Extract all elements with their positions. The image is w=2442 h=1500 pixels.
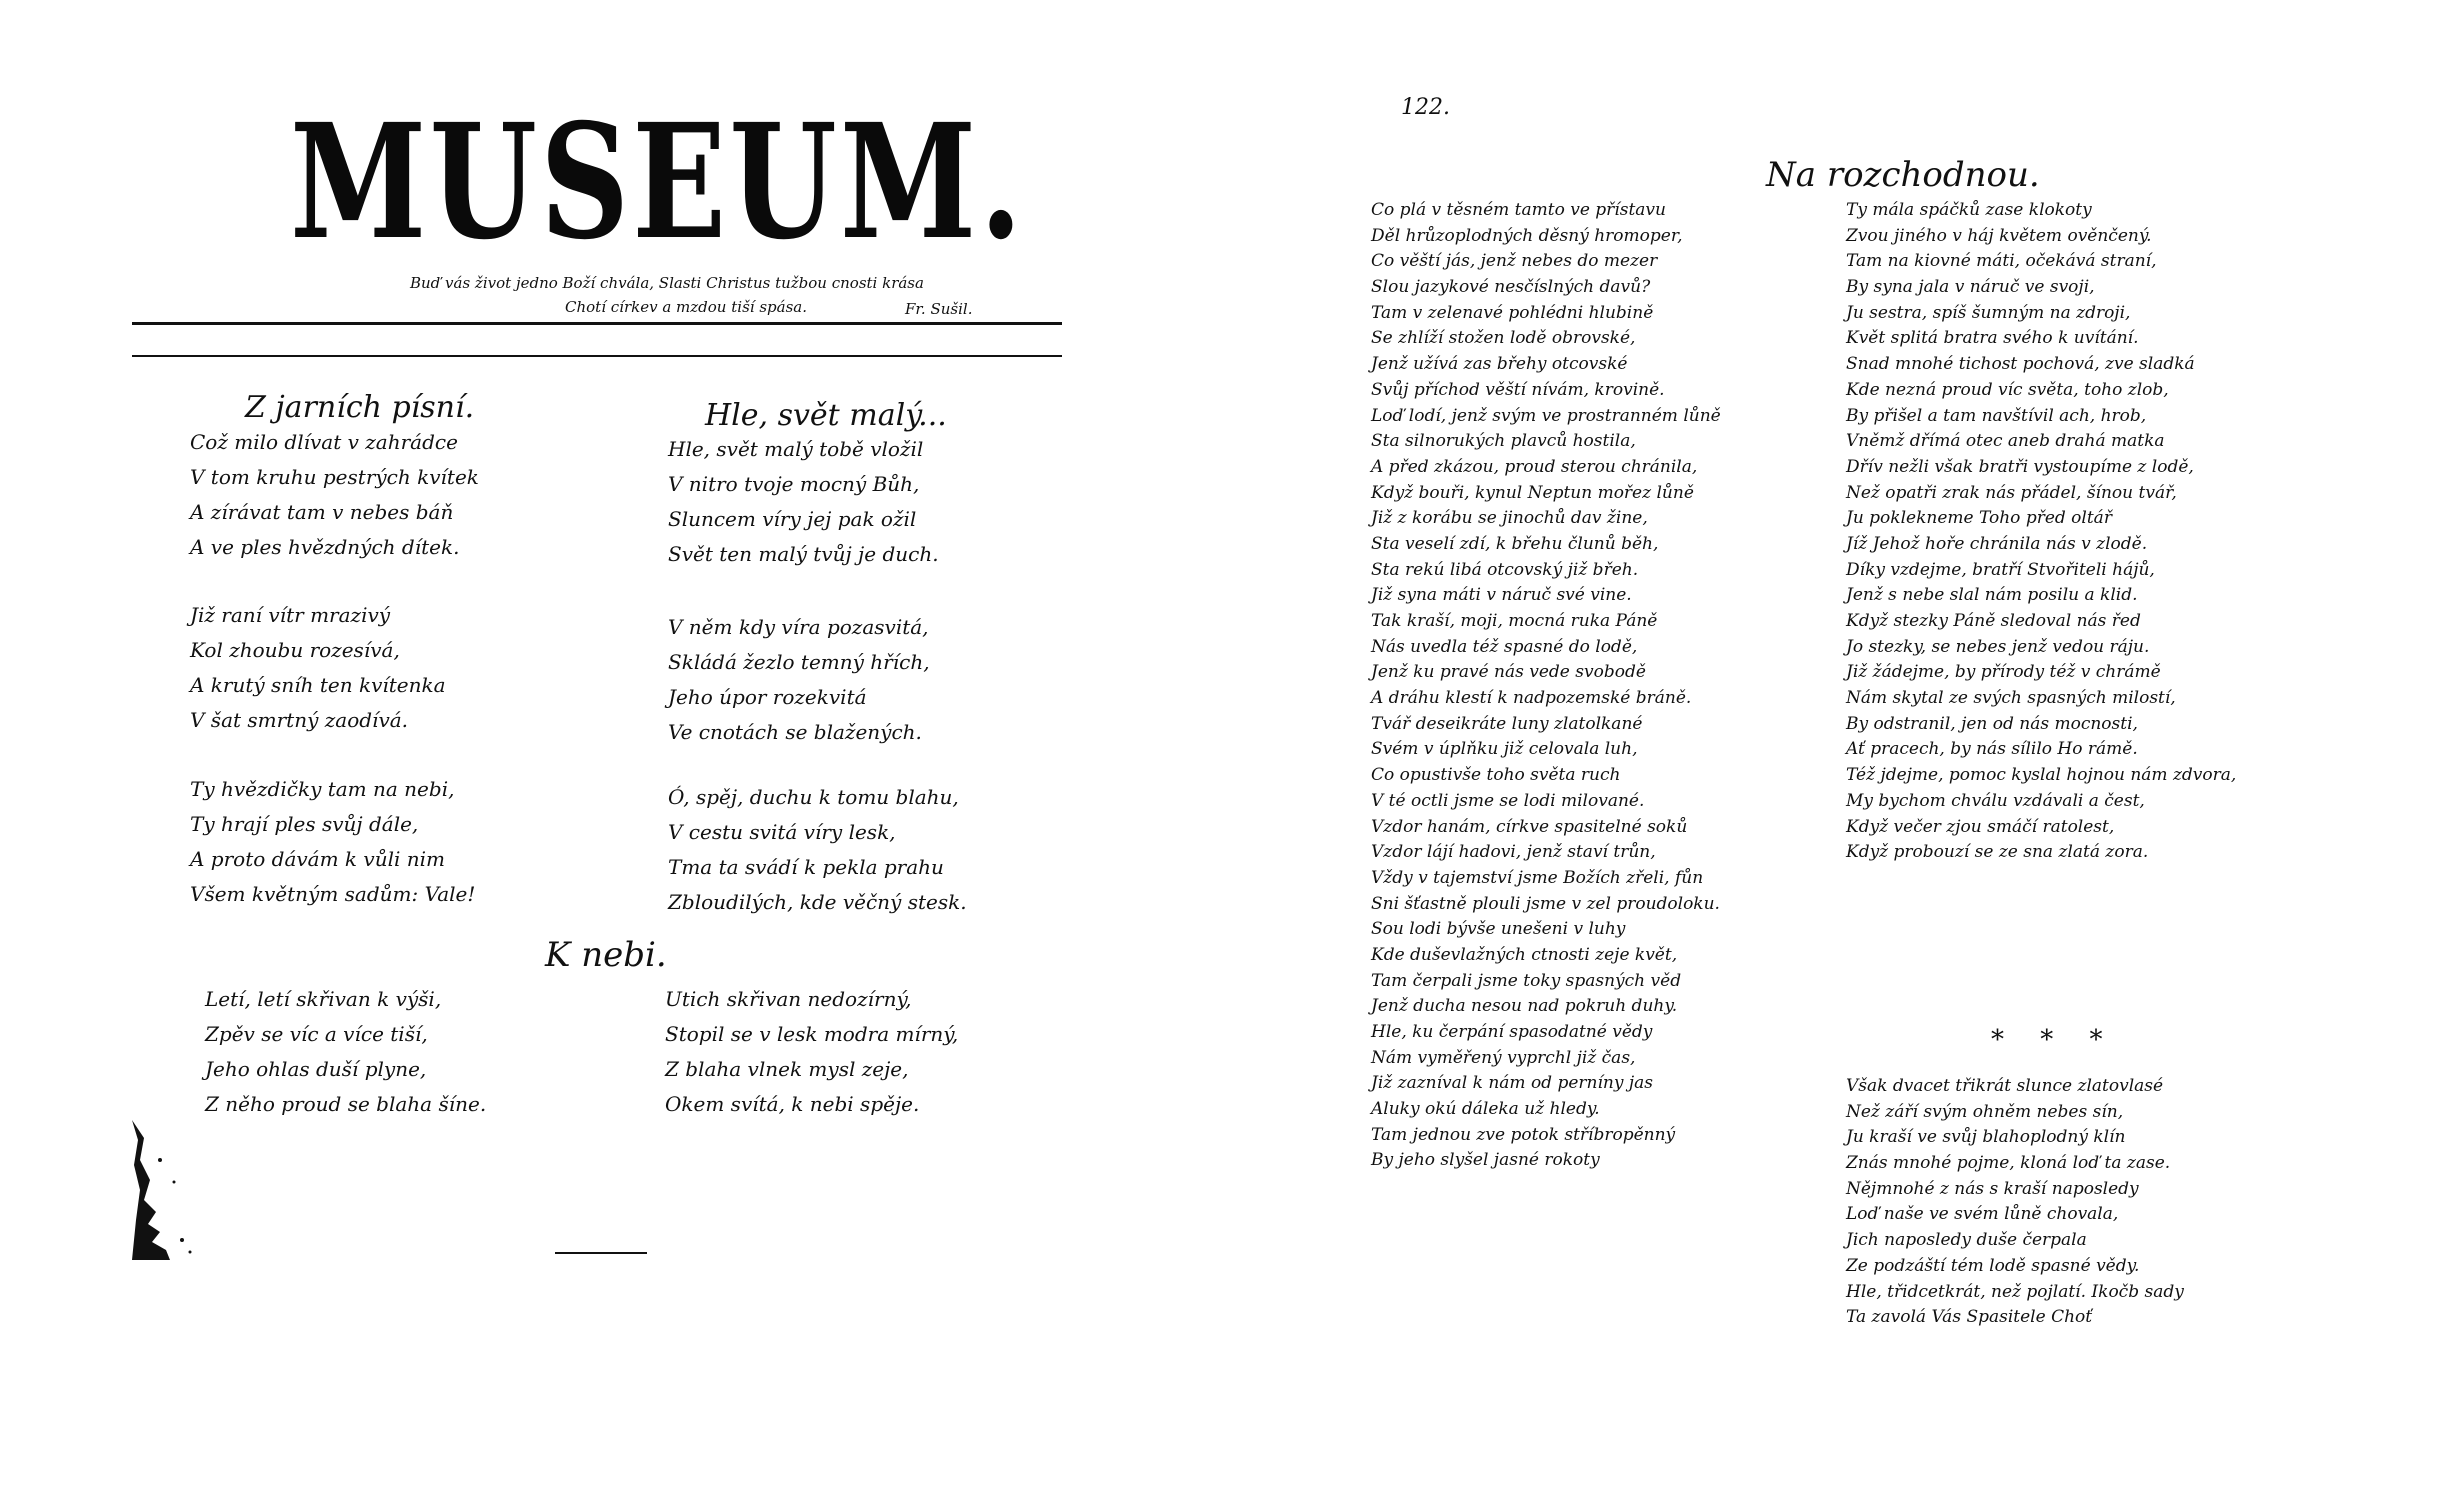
poem-line: Tak kraší, moji, mocná ruka Páně [1371,611,1658,631]
poem-line: V té octli jsme se lodi milované. [1371,790,1645,811]
poem-stanza [205,982,486,1122]
poem-title: Z jarních písní. [245,390,475,425]
poem-line: Jíž Jehož hoře chránila nás v zlodě. [1846,533,2148,554]
poem-line: Když stezky Páně sledoval nás řed [1846,611,2141,631]
poem-line: Již zazníval k nám od perníny jas [1371,1073,1654,1094]
poem-line: Hle, svět malý tobě vložil [668,437,924,461]
poem-line: Aluky okú dáleka už hledy. [1371,1099,1600,1120]
poem-line: Nám skytal ze svých spasných milostí, [1846,688,2176,709]
page-number: 122. [1401,95,1450,120]
poem-title: K nebi. [545,935,667,975]
poem-line: Loď lodí, jenž svým ve prostranném lůně [1371,405,1721,426]
poem-line: Jeho úpor rozekvitá [668,685,867,709]
poem-line: Se zhlíží stožen lodě obrovské, [1371,328,1636,349]
poem-line: Jenž ku pravé nás vede svobodě [1371,662,1646,683]
poem-line: Vzdor hanám, církve spasitelné soků [1371,816,1688,837]
poem-line: Jeho ohlas duší plyne, [205,1057,427,1081]
poem-line: Co věští jás, jenž nebes do mezer [1371,251,1658,272]
right-page [1221,0,2442,1500]
poem-line: Okem svítá, k nebi spěje. [665,1092,920,1116]
poem-line: Jo stezky, se nebes jenž vedou ráju. [1846,636,2150,657]
poem-line: Než září svým ohněm nebes sín, [1846,1101,2124,1122]
poem-line: Již žádejme, by přírody též v chrámě [1846,662,2161,683]
poem-line: A proto dávám k vůli nim [190,847,445,871]
poem-line: Však dvacet třikrát slunce zlatovlasé [1846,1076,2164,1096]
poem-line: Tvář deseikráte luny zlatolkané [1371,713,1643,734]
poem-line: Ve cnotách se blažených. [668,720,922,744]
poem-line: Když probouzí se ze sna zlatá zora. [1846,842,2149,863]
poem-line: My bychom chválu vzdávali a čest, [1846,790,2145,811]
poem-line: Sta rekú libá otcovský již břeh. [1371,559,1639,580]
poem-line: Ty mála spáčků zase klokoty [1846,200,2092,220]
poem-line: A ve ples hvězdných dítek. [190,535,460,559]
poem-line: Znás mnohé pojme, kloná loď ta zase. [1846,1153,2171,1174]
poem-line: A dráhu klestí k nadpozemské bráně. [1371,688,1692,709]
poem-column-left [1371,198,1721,1174]
poem-stanza [665,982,958,1122]
poem-line: Vždy v tajemství jsme Božích zřeli, fůn [1371,867,1704,888]
poem-line: Zvou jiného v háj květem ověnčený. [1846,225,2152,246]
poem-line: By odstranil, jen od nás mocnosti, [1846,713,2138,734]
poem-line: Tam čerpali jsme toky spasných věd [1371,970,1682,991]
poem-line: Co plá v těsném tamto ve přístavu [1371,200,1666,220]
poem-line: Vzdor lájí hadovi, jenž staví trůn, [1371,842,1656,863]
poem-line: Hle, ku čerpání spasodatné vědy [1371,1022,1653,1042]
poem-line: Svůj příchod věští nívám, krovině. [1371,379,1665,400]
poem-line: Sta veselí zdí, k břehu člunů běh, [1371,533,1659,554]
poem-line: Již raní vítr mrazivý [190,603,391,627]
ink-smudge [130,1120,200,1260]
poem-stanza [190,772,475,912]
poem-line: Dřív nežli však bratři vystoupíme z lodě, [1846,456,2194,477]
poem-line: V tom kruhu pestrých kvítek [190,465,479,489]
poem-line: Svět ten malý tvůj je duch. [668,542,939,566]
poem-line: Jenž ducha nesou nad pokruh duhy. [1371,996,1678,1017]
closing-rule [555,1252,647,1254]
poem-line: Též jdejme, pomoc kyslal hojnou nám zdvora, [1846,765,2237,786]
masthead-motto: Buď vás život jedno Boží chvála, Slasti Christus tužbou cnosti krása [410,274,924,292]
poem-line: Sta silnorukých plavců hostila, [1371,431,1636,452]
poem-line: Tma ta svádí k pekla prahu [668,855,944,879]
poem-line: V šat smrtný zaodívá. [190,708,409,732]
poem-line: Tam jednou zve potok stříbropěnný [1371,1124,1676,1145]
poem-line: Díky vzdejme, bratří Stvořiteli hájů, [1846,559,2155,580]
poem-line: Když večer zjou smáčí ratolest, [1846,816,2115,837]
poem-line: Loď naše ve svém lůně chovala, [1846,1204,2119,1225]
masthead-title: MUSEUM. [290,90,1026,275]
poem-line: Ať pracech, by nás sílilo Ho rámě. [1846,739,2138,760]
poem-line: Zbloudilých, kde věčný stesk. [668,890,967,914]
poem-line: Když bouři, kynul Neptun mořez lůně [1371,482,1694,503]
poem-column-right [1846,198,2236,866]
poem-line: Ty hvězdičky tam na nebi, [190,777,455,801]
poem-line: Z něho proud se blaha šíne. [205,1092,487,1116]
poem-title: Hle, svět malý... [705,398,947,433]
poem-line: Nějmnohé z nás s kraší naposledy [1846,1178,2139,1199]
section-separator: * * * [1991,1025,2117,1055]
poem-line: Skládá žezlo temný hřích, [668,650,930,674]
masthead-rule [132,322,1062,325]
poem-line: Sou lodi bývše unešeni v luhy [1371,919,1626,940]
poem-line: Všem květným sadům: Vale! [190,882,476,906]
poem-line: Ze podzáští tém lodě spasné vědy. [1846,1255,2140,1276]
poem-line: Děl hrůzoplodných děsný hromoper, [1371,225,1683,246]
poem-line: By jeho slyšel jasné rokoty [1371,1150,1600,1171]
poem-stanza [668,610,930,750]
poem-line: A zírávat tam v nebes báň [190,500,454,524]
poem-line: V cestu svitá víry lesk, [668,820,896,844]
poem-column-right-continued [1846,1074,2184,1331]
poem-line: Kde nezná proud víc světa, toho zlob, [1846,379,2169,400]
poem-line: Ty hrají ples svůj dále, [190,812,419,836]
poem-stanza [190,598,446,738]
poem-line: Jich naposledy duše čerpala [1846,1230,2087,1251]
poem-line: Utich skřivan nedozírný, [665,987,912,1011]
poem-line: Slou jazykové nesčíslných davů? [1371,277,1651,298]
poem-line: Ta zavolá Vás Spasitele Choť [1846,1307,2093,1328]
poem-line: Tam v zelenavé pohlédni hlubině [1371,302,1654,323]
poem-line: By přišel a tam navštívil ach, hrob, [1846,405,2147,426]
masthead-rule-lower [132,355,1062,357]
poem-line: Sluncem víry jej pak ožil [668,507,917,531]
poem-line: Co opustivše toho světa ruch [1371,765,1621,786]
poem-line: Již z korábu se jinochů dav žine, [1371,508,1648,529]
poem-line: Letí, letí skřivan k výši, [205,987,442,1011]
poem-line: Ju kraší ve svůj blahoplodný klín [1846,1127,2126,1148]
poem-line: Jenž s nebe slal nám posilu a klid. [1846,585,2138,606]
poem-line: Nás uvedla též spasné do lodě, [1371,636,1638,657]
poem-title: Na rozchodnou. [1766,155,2040,195]
poem-line: Ju sestra, spíš šumným na zdroji, [1846,302,2131,323]
poem-line: V nitro tvoje mocný Bůh, [668,472,920,496]
poem-stanza [668,432,939,572]
poem-line: Nám vyměřený vyprchl již čas, [1371,1047,1636,1068]
poem-line: By syna jala v náruč ve svoji, [1846,277,2095,298]
poem-line: Ó, spěj, duchu k tomu blahu, [668,785,959,809]
poem-line: Tam na kiovné máti, očekává straní, [1846,251,2157,272]
poem-line: Jenž užívá zas břehy otcovské [1371,354,1628,375]
poem-line: Již syna máti v náruč své vine. [1371,585,1632,606]
poem-line: Vněmž dřímá otec aneb drahá matka [1846,431,2165,452]
poem-line: Sni šťastně plouli jsme v zel proudoloku. [1371,893,1720,914]
poem-line: Z blaha vlnek mysl zeje, [665,1057,909,1081]
poem-line: Což milo dlívat v zahrádce [190,430,458,454]
poem-line: Kde duševlažných ctnosti zeje květ, [1371,944,1678,965]
poem-stanza [190,425,479,565]
poem-line: A před zkázou, proud sterou chránila, [1371,456,1698,477]
poem-line: Stopil se v lesk modra mírný, [665,1022,959,1046]
poem-line: Ju poklekneme Toho před oltář [1846,508,2112,529]
poem-line: Hle, třidcetkrát, než pojlatí. Ikočb sady [1846,1281,2184,1302]
poem-line: Snad mnohé tichost pochová, zve sladká [1846,354,2195,375]
poem-line: V něm kdy víra pozasvitá, [668,615,929,639]
poem-line: Svém v úplňku již celovala luh, [1371,739,1638,760]
masthead-motto-line2: Chotí církev a mzdou tiší spása. [565,298,807,316]
masthead-signature: Fr. Sušil. [905,300,973,318]
poem-line: Květ splitá bratra svého k uvítání. [1846,328,2139,349]
poem-line: Zpěv se víc a více tiší, [205,1022,428,1046]
poem-line: Než opatři zrak nás přádel, šínou tvář, [1846,482,2177,503]
poem-line: Kol zhoubu rozesívá, [190,638,400,662]
poem-line: A krutý sníh ten kvítenka [190,673,446,697]
poem-stanza [668,780,967,920]
